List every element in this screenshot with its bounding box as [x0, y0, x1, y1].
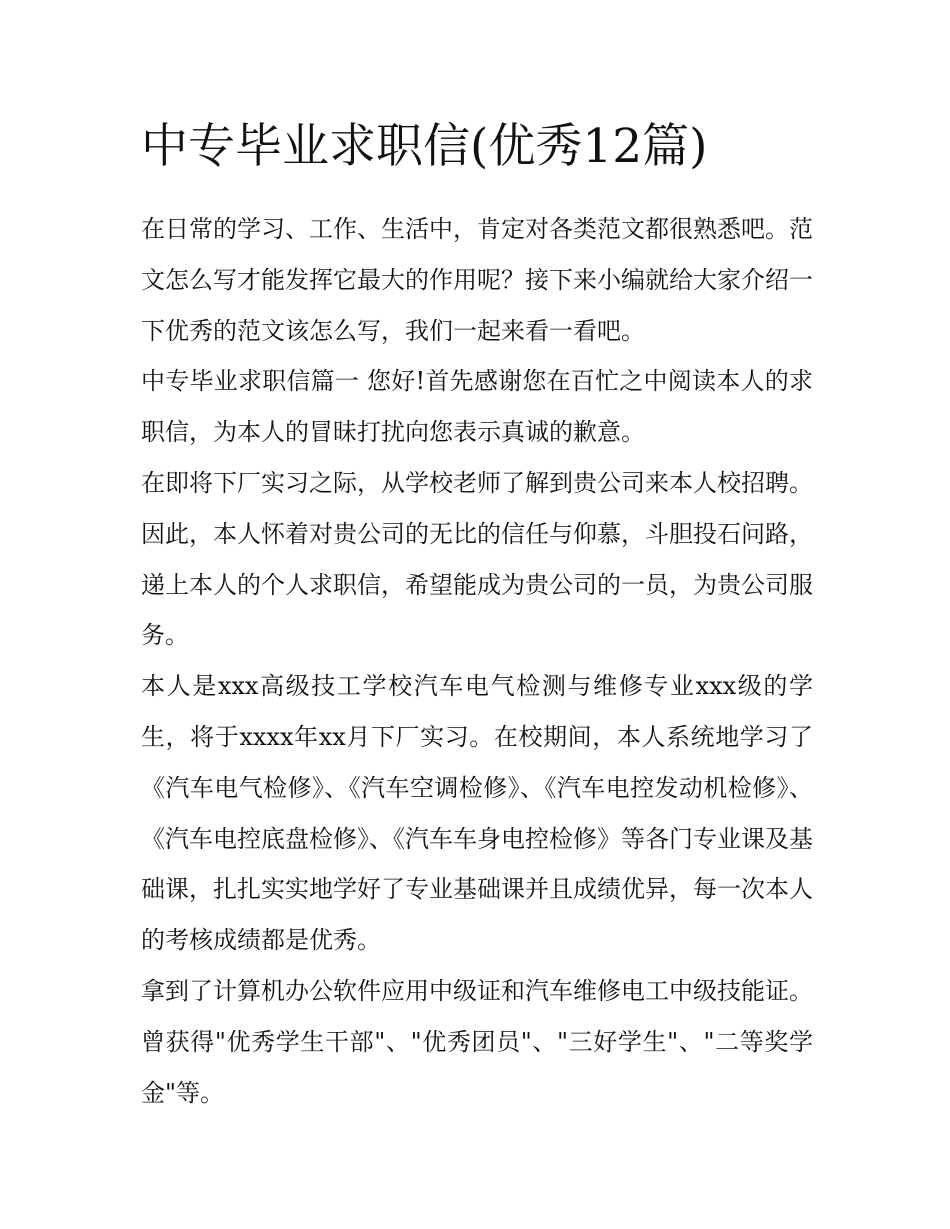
document-page — [141, 112, 813, 1118]
paragraph-application: 在即将下厂实习之际，从学校老师了解到贵公司来本人校招聘。因此，本人怀着对贵公司的无比的信任与仰慕，斗胆投石问路，递上本人的个人求职信，希望能成为贵公司的一员，为贵公司服务。 — [141, 468, 813, 650]
paragraph-greeting: 中专毕业求职信篇一 您好!首先感谢您在百忙之中阅读本人的求职信，为本人的冒昧打扰向您表示真诚的歉意。 — [141, 367, 813, 447]
paragraph-education: 本人是xxx高级技工学校汽车电气检测与维修专业xxx级的学生，将于xxxx年xx月下厂实习。在校期间，本人系统地学习了《汽车电气检修》、《汽车空调检修》、《汽车电控发动机检修》、《汽车电控底盘检修》、《汽车车身电控检修》等各门专业课及基础课，扎扎实实地学好了专业基础课并且成绩优异，每一次本人的考核成绩都是优秀。 — [141, 672, 813, 955]
paragraph-intro: 在日常的学习、工作、生活中，肯定对各类范文都很熟悉吧。范文怎么写才能发挥它最大的作用呢？接下来小编就给大家介绍一下优秀的范文该怎么写，我们一起来看一看吧。 — [141, 215, 813, 345]
paragraph-certificates: 拿到了计算机办公软件应用中级证和汽车维修电工中级技能证。曾获得"优秀学生干部"、"优秀团员"、"三好学生"、"二等奖学金"等。 — [141, 976, 813, 1107]
document-title: 中专毕业求职信(优秀12篇) — [141, 119, 708, 174]
